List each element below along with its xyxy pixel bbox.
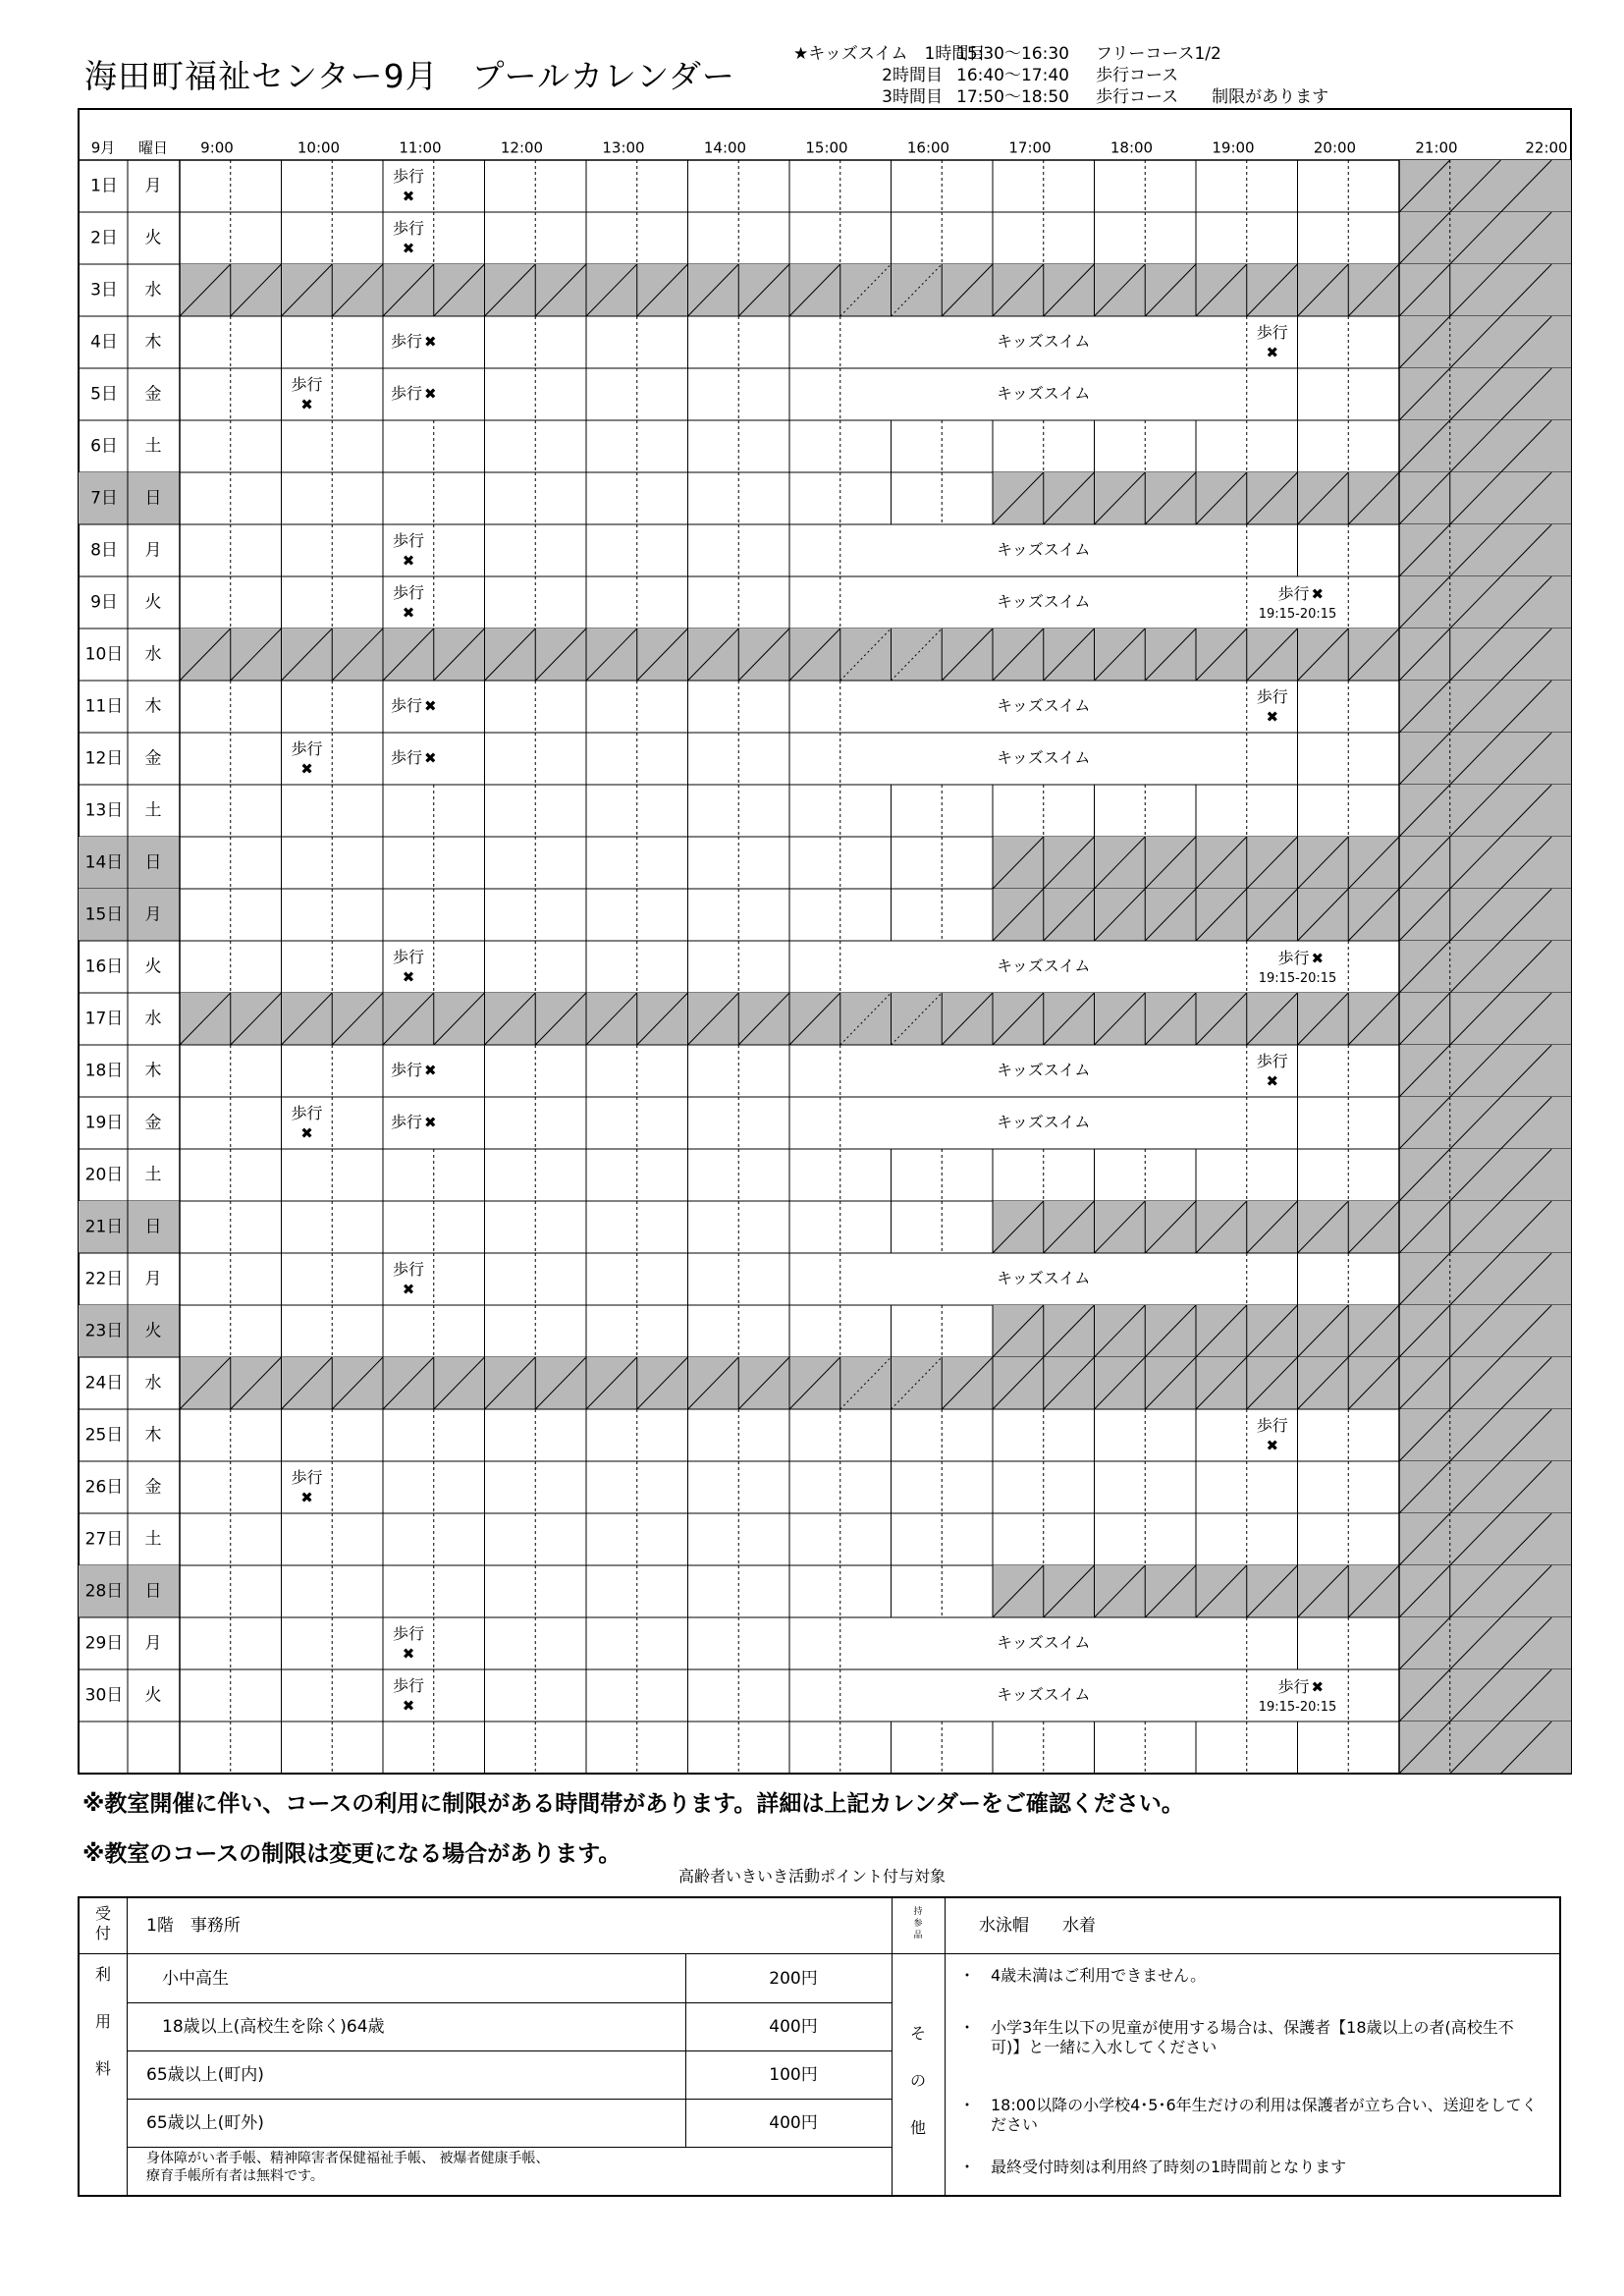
weekday-label: 火 (144, 1685, 162, 1706)
legend-key: 2時間目 (882, 66, 943, 85)
weekday-label: 日 (144, 1581, 162, 1602)
walk-course-label: 歩行 (392, 948, 425, 966)
other-label: そ の 他 (909, 2024, 926, 2137)
weekday-label: 月 (144, 1633, 162, 1654)
sunday-evening-shading (993, 889, 1571, 941)
kids-swim-label: キッズスイム (997, 748, 1091, 767)
legend-time: 16:40〜17:40 (956, 66, 1069, 85)
restricted-mark: ✖ (402, 1645, 415, 1663)
kids-swim-label: キッズスイム (997, 696, 1091, 715)
restricted-mark: ✖ (402, 968, 415, 986)
day-number: 10日 (84, 644, 124, 665)
weekday-label: 木 (144, 332, 162, 353)
kids-swim-label: キッズスイム (997, 1269, 1091, 1287)
day-number: 5日 (90, 384, 118, 405)
kids-swim-label: キッズスイム (997, 384, 1091, 403)
day-number: 20日 (84, 1165, 124, 1185)
day-number: 11日 (84, 696, 124, 717)
weekday-label: 火 (144, 957, 162, 977)
other-rule-text: 小学3年生以下の児童が使用する場合は、保護者【18歳以上の者(高校生不可)】と一緒に入水してください (991, 2018, 1514, 2056)
restricted-mark: ✖ (402, 604, 415, 622)
walk-course-label: 歩行 (392, 1676, 425, 1695)
weekday-label: 水 (144, 1009, 162, 1029)
hour-header: 22:00 (1525, 138, 1568, 157)
restricted-mark: ✖ (424, 749, 437, 767)
table-divider (127, 1898, 128, 2195)
kids-swim-label: キッズスイム (997, 1633, 1091, 1652)
day-number: 30日 (84, 1685, 124, 1706)
restricted-mark: ✖ (1266, 708, 1279, 726)
legend-note: 歩行コース (1096, 66, 1179, 85)
legend-key: ★キッズスイム 1時間目 (793, 44, 986, 64)
weekday-label: 水 (144, 644, 162, 665)
closed-day-shading (180, 264, 1571, 316)
bullet: ・ (959, 1966, 976, 1985)
walk-course-label: 歩行 (390, 332, 422, 351)
day-number: 14日 (84, 852, 124, 873)
weekday-label: 土 (144, 1529, 162, 1550)
walk-course-label: 歩行 (392, 583, 425, 602)
restricted-mark: ✖ (1311, 950, 1325, 967)
weekday-label: 日 (144, 852, 162, 873)
reception-value: 1階 事務所 (146, 1916, 241, 1936)
weekday-label: 土 (144, 800, 162, 821)
weekday-label: 土 (144, 436, 162, 457)
weekday-label: 土 (144, 1165, 162, 1185)
restricted-mark: ✖ (1311, 1678, 1325, 1696)
weekday-label: 水 (144, 280, 162, 301)
restricted-mark: ✖ (424, 1114, 437, 1131)
bullet: ・ (959, 2018, 976, 2037)
kids-swim-label: キッズスイム (997, 540, 1091, 559)
restricted-mark: ✖ (402, 1697, 415, 1715)
walk-course-label: 歩行 (1277, 1677, 1310, 1696)
day-number: 15日 (84, 904, 124, 925)
hour-header: 14:00 (703, 138, 747, 157)
month-column-header: 9月 (90, 138, 116, 157)
bring-value: 水泳帽 水着 (979, 1916, 1096, 1936)
hour-header: 17:00 (1008, 138, 1052, 157)
fee-price: 200円 (769, 1969, 818, 1989)
weekday-label: 木 (144, 1425, 162, 1446)
walk-course-label: 歩行 (1256, 1416, 1288, 1435)
sunday-evening-shading (993, 1201, 1571, 1253)
kids-swim-label: キッズスイム (997, 957, 1091, 975)
weekday-label: 月 (144, 540, 162, 561)
closed-day-shading (180, 993, 1571, 1045)
points-caption: 高齢者いきいき活動ポイント付与対象 (677, 1867, 946, 1886)
hour-header: 9:00 (200, 138, 234, 157)
weekday-label: 火 (144, 1321, 162, 1341)
day-number: 7日 (90, 488, 118, 509)
day-number: 13日 (84, 800, 124, 821)
day-number: 6日 (90, 436, 118, 457)
day-number: 4日 (90, 332, 118, 353)
kids-swim-label: キッズスイム (997, 332, 1091, 351)
bring-label: 持 参 品 (913, 1907, 923, 1941)
weekday-label: 火 (144, 228, 162, 248)
walk-course-label: 歩行 (392, 531, 425, 550)
kids-swim-label: キッズスイム (997, 1685, 1091, 1704)
restricted-mark: ✖ (1266, 1437, 1279, 1454)
restricted-mark: ✖ (1266, 344, 1279, 361)
restricted-mark: ✖ (402, 552, 415, 570)
kids-swim-label: キッズスイム (997, 1113, 1091, 1131)
walk-course-label: 歩行 (291, 375, 323, 394)
other-rule-text: 4歳未満はご利用できません。 (991, 1966, 1207, 1985)
other-rule-text: 最終受付時刻は利用終了時刻の1時間前となります (991, 2158, 1347, 2176)
bullet: ・ (959, 2158, 976, 2176)
day-number: 12日 (84, 748, 124, 769)
kids-swim-label: キッズスイム (997, 1061, 1091, 1079)
day-number: 21日 (84, 1217, 124, 1237)
day-number: 19日 (84, 1113, 124, 1133)
hour-header: 15:00 (805, 138, 848, 157)
day-number: 3日 (90, 280, 118, 301)
weekday-label: 木 (144, 1061, 162, 1081)
walk-course-label: 歩行 (1277, 949, 1310, 967)
walk-course-label: 歩行 (291, 1104, 323, 1122)
sunday-evening-shading (993, 837, 1571, 889)
hour-header: 20:00 (1313, 138, 1357, 157)
usage-info-table (78, 1896, 1561, 2197)
day-number: 24日 (84, 1373, 124, 1394)
walk-course-label: 歩行 (390, 1113, 422, 1131)
hour-header: 16:00 (906, 138, 950, 157)
weekday-label: 月 (144, 904, 162, 925)
day-number: 17日 (84, 1009, 124, 1029)
fee-category: 小中高生 (162, 1969, 229, 1989)
sunday-evening-shading (993, 1565, 1571, 1617)
restricted-mark: ✖ (424, 697, 437, 715)
fee-price: 400円 (769, 2017, 818, 2037)
closed-day-shading (180, 1357, 1571, 1409)
sunday-evening-shading (993, 472, 1571, 524)
restricted-mark: ✖ (424, 1062, 437, 1079)
weekday-label: 木 (144, 696, 162, 717)
weekday-label: 金 (144, 384, 162, 405)
table-divider (685, 1953, 686, 2147)
walk-course-label: 歩行 (1256, 687, 1288, 706)
walk-course-label: 歩行 (392, 1624, 425, 1643)
weekday-label: 火 (144, 592, 162, 613)
weekday-label: 月 (144, 176, 162, 196)
bullet: ・ (959, 2096, 976, 2114)
walk-course-label: 歩行 (1277, 584, 1310, 603)
day-number: 22日 (84, 1269, 124, 1289)
weekday-label: 月 (144, 1269, 162, 1289)
other-rule-text: 18:00以降の小学校4･5･6年生だけの利用は保護者が立ち合い、送迎をしてください (991, 2096, 1538, 2134)
restricted-mark: ✖ (300, 1489, 313, 1506)
walk-course-label: 歩行 (392, 1260, 425, 1279)
page-title: 海田町福祉センター9月 プールカレンダー (84, 57, 735, 95)
evening-time-label: 19:15-20:15 (1258, 971, 1337, 986)
reception-label: 受 付 (94, 1904, 111, 1942)
hour-header: 13:00 (602, 138, 645, 157)
weekday-label: 金 (144, 1113, 162, 1133)
walk-course-label: 歩行 (390, 696, 422, 715)
fee-category: 65歳以上(町外) (146, 2113, 264, 2133)
fee-price: 100円 (769, 2065, 818, 2085)
weekday-label: 日 (144, 488, 162, 509)
day-number: 27日 (84, 1529, 124, 1550)
legend-key: 3時間目 (882, 87, 943, 107)
free-admission-note: 身体障がい者手帳、精神障害者保健福祉手帳、 被爆者健康手帳、 療育手帳所有者は無料です。 (146, 2151, 550, 2184)
day-number: 23日 (84, 1321, 124, 1341)
hour-header: 11:00 (399, 138, 442, 157)
day-number: 8日 (90, 540, 118, 561)
hour-header: 19:00 (1212, 138, 1255, 157)
table-divider (127, 2147, 892, 2148)
restricted-mark: ✖ (424, 385, 437, 403)
legend-time: 17:50〜18:50 (956, 87, 1069, 107)
walk-course-label: 歩行 (291, 739, 323, 758)
restricted-mark: ✖ (1311, 585, 1325, 603)
walk-course-label: 歩行 (390, 748, 422, 767)
walk-course-label: 歩行 (1256, 1052, 1288, 1070)
legend-note: 歩行コース 制限があります (1096, 87, 1329, 107)
notice-text: ※教室開催に伴い、コースの利用に制限がある時間帯があります。詳細は上記カレンダーをご確認ください。 (82, 1791, 1184, 1817)
restricted-mark: ✖ (424, 333, 437, 351)
day-number: 26日 (84, 1477, 124, 1498)
walk-course-label: 歩行 (390, 1061, 422, 1079)
restricted-mark: ✖ (402, 1281, 415, 1298)
weekday-label: 金 (144, 748, 162, 769)
notice-text: ※教室のコースの制限は変更になる場合があります。 (82, 1841, 622, 1867)
walk-course-label: 歩行 (392, 219, 425, 238)
walk-course-label: 歩行 (291, 1468, 323, 1487)
legend-note: フリーコース1/2 (1096, 44, 1221, 64)
walk-course-label: 歩行 (390, 384, 422, 403)
hour-header: 10:00 (297, 138, 341, 157)
restricted-mark: ✖ (300, 396, 313, 413)
day-number: 29日 (84, 1633, 124, 1654)
table-divider (945, 1898, 946, 2195)
sunday-evening-shading (993, 1305, 1571, 1357)
day-number: 16日 (84, 957, 124, 977)
fee-category: 65歳以上(町内) (146, 2065, 264, 2085)
fee-label: 利 用 料 (94, 1965, 111, 2078)
legend-time: 15:30〜16:30 (956, 44, 1069, 64)
day-number: 28日 (84, 1581, 124, 1602)
hour-header: 21:00 (1415, 138, 1458, 157)
day-number: 9日 (90, 592, 118, 613)
restricted-mark: ✖ (402, 240, 415, 257)
evening-time-label: 19:15-20:15 (1258, 1700, 1337, 1715)
restricted-mark: ✖ (300, 760, 313, 778)
weekday-label: 金 (144, 1477, 162, 1498)
day-number: 1日 (90, 176, 118, 196)
weekday-label: 日 (144, 1217, 162, 1237)
walk-course-label: 歩行 (1256, 323, 1288, 342)
restricted-mark: ✖ (402, 188, 415, 205)
fee-price: 400円 (769, 2113, 818, 2133)
hour-header: 12:00 (500, 138, 544, 157)
weekday-column-header: 曜日 (137, 138, 169, 157)
day-number: 18日 (84, 1061, 124, 1081)
day-number: 2日 (90, 228, 118, 248)
closed-day-shading (180, 629, 1571, 681)
evening-time-label: 19:15-20:15 (1258, 607, 1337, 622)
kids-swim-label: キッズスイム (997, 592, 1091, 611)
walk-course-label: 歩行 (392, 167, 425, 186)
hour-header: 18:00 (1110, 138, 1154, 157)
restricted-mark: ✖ (1266, 1072, 1279, 1090)
restricted-mark: ✖ (300, 1124, 313, 1142)
day-number: 25日 (84, 1425, 124, 1446)
fee-category: 18歳以上(高校生を除く)64歳 (162, 2017, 385, 2037)
table-divider (80, 1953, 1559, 1954)
weekday-label: 水 (144, 1373, 162, 1394)
